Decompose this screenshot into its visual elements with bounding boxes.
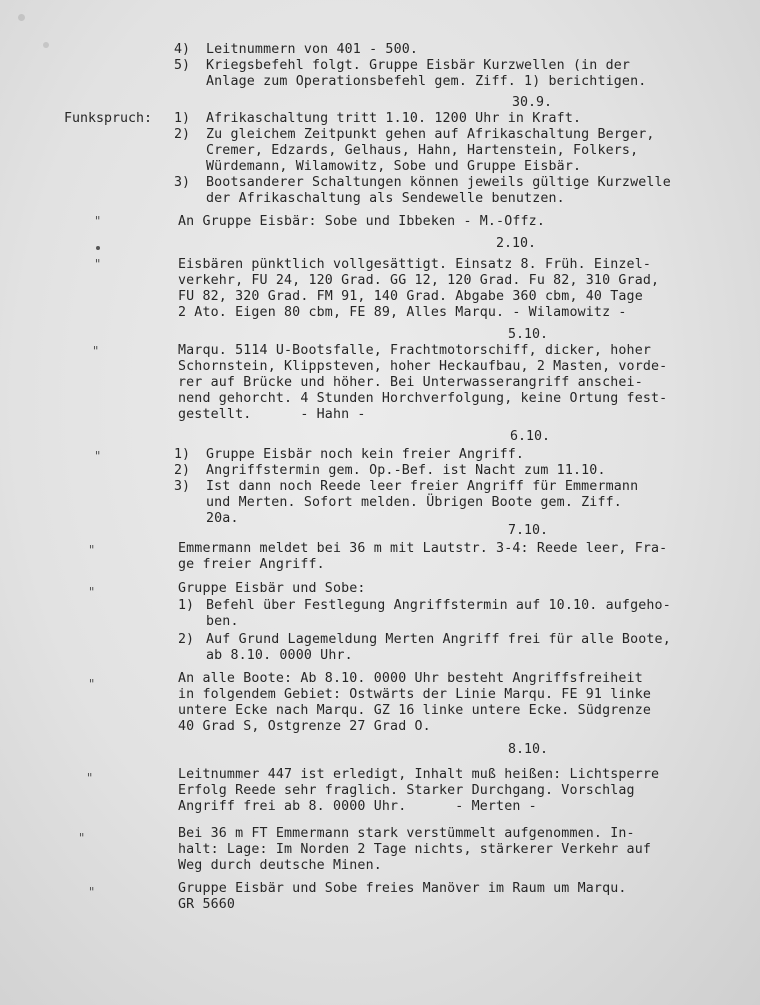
text-line: ab 8.10. 0000 Uhr.	[206, 648, 353, 663]
text-line: gestellt. - Hahn -	[178, 407, 366, 422]
text-line: Bei 36 m FT Emmermann stark verstümmelt aufgenommen. In-	[178, 826, 635, 841]
paper-blemish	[18, 14, 25, 21]
item-number: 2)	[174, 127, 191, 142]
text-line: Zu gleichem Zeitpunkt gehen auf Afrikaschaltung Berger,	[206, 127, 655, 142]
text-line: An Gruppe Eisbär: Sobe und Ibbeken - M.-Offz.	[178, 214, 545, 229]
text-line: ben.	[206, 614, 239, 629]
text-line: Angriffstermin gem. Op.-Bef. ist Nacht zum 11.10.	[206, 463, 606, 478]
ditto-mark: "	[86, 771, 94, 785]
text-line: Würdemann, Wilamowitz, Sobe und Gruppe Eisbär.	[206, 159, 582, 174]
text-line: Gruppe Eisbär und Sobe:	[178, 581, 366, 596]
text-line: FU 82, 320 Grad. FM 91, 140 Grad. Abgabe 360 cbm, 40 Tage	[178, 289, 643, 304]
date-heading: 5.10.	[508, 327, 549, 342]
text-line: verkehr, FU 24, 120 Grad. GG 12, 120 Grad. Fu 82, 310 Grad,	[178, 273, 660, 288]
ditto-mark: "	[94, 449, 102, 463]
text-line: rer auf Brücke und höher. Bei Unterwasserangriff anschei-	[178, 375, 643, 390]
date-heading: 6.10.	[510, 429, 551, 444]
text-line: der Afrikaschaltung als Sendewelle benutzen.	[206, 191, 565, 206]
text-line: 40 Grad S, Ostgrenze 27 Grad O.	[178, 719, 431, 734]
text-line: Erfolg Reede sehr fraglich. Starker Durchgang. Vorschlag	[178, 783, 635, 798]
item-number: 2)	[174, 463, 191, 478]
paper-blemish	[43, 42, 49, 48]
ditto-mark: "	[92, 344, 100, 358]
text-line: Angriff frei ab 8. 0000 Uhr. - Merten -	[178, 799, 537, 814]
text-line: Gruppe Eisbär und Sobe freies Manöver im Raum um Marqu.	[178, 881, 627, 896]
text-line: 20a.	[206, 511, 239, 526]
item-number: 1)	[178, 598, 195, 613]
item-number: 5)	[174, 58, 191, 73]
text-line: halt: Lage: Im Norden 2 Tage nichts, stärkerer Verkehr auf	[178, 842, 652, 857]
ditto-mark: "	[78, 831, 86, 845]
date-heading: 8.10.	[508, 742, 549, 757]
text-line: nend gehorcht. 4 Stunden Horchverfolgung, keine Ortung fest-	[178, 391, 668, 406]
ditto-mark: "	[88, 585, 96, 599]
ditto-mark: "	[88, 885, 96, 899]
text-line: Leitnummer 447 ist erledigt, Inhalt muß heißen: Lichtsperre	[178, 767, 660, 782]
ditto-mark: "	[88, 677, 96, 691]
text-line: Emmermann meldet bei 36 m mit Lautstr. 3-4: Reede leer, Fra-	[178, 541, 668, 556]
text-line: Weg durch deutsche Minen.	[178, 858, 382, 873]
text-line: Cremer, Edzards, Gelhaus, Hahn, Hartenstein, Folkers,	[206, 143, 639, 158]
margin-dot	[96, 246, 100, 250]
ditto-mark: "	[88, 543, 96, 557]
text-line: Ist dann noch Reede leer freier Angriff für Emmermann	[206, 479, 639, 494]
item-number: 3)	[174, 175, 191, 190]
ditto-mark: "	[94, 214, 102, 228]
item-number: 4)	[174, 42, 191, 57]
ditto-mark: "	[94, 257, 102, 271]
text-line: Schornstein, Klippsteven, hoher Heckaufbau, 2 Masten, vorde-	[178, 359, 668, 374]
text-line: und Merten. Sofort melden. Übrigen Boote gem. Ziff.	[206, 495, 622, 510]
text-line: Gruppe Eisbär noch kein freier Angriff.	[206, 447, 525, 462]
date-heading: 30.9.	[512, 95, 553, 110]
text-line: in folgendem Gebiet: Ostwärts der Linie Marqu. FE 91 linke	[178, 687, 652, 702]
funkspruch-label: Funkspruch:	[64, 111, 153, 126]
text-line: Marqu. 5114 U-Bootsfalle, Frachtmotorschiff, dicker, hoher	[178, 343, 652, 358]
date-heading: 7.10.	[508, 523, 549, 538]
text-line: 2 Ato. Eigen 80 cbm, FE 89, Alles Marqu. - Wilamowitz -	[178, 305, 627, 320]
text-line: An alle Boote: Ab 8.10. 0000 Uhr besteht Angriffsfreiheit	[178, 671, 643, 686]
text-line: Leitnummern von 401 - 500.	[206, 42, 419, 57]
text-line: Befehl über Festlegung Angriffstermin auf 10.10. aufgeho-	[206, 598, 671, 613]
text-line: untere Ecke nach Marqu. GZ 16 linke untere Ecke. Südgrenze	[178, 703, 652, 718]
text-line: Eisbären pünktlich vollgesättigt. Einsatz 8. Früh. Einzel-	[178, 257, 652, 272]
item-number: 1)	[174, 111, 191, 126]
text-line: Anlage zum Operationsbefehl gem. Ziff. 1) berichtigen.	[206, 74, 647, 89]
text-line: Kriegsbefehl folgt. Gruppe Eisbär Kurzwellen (in der	[206, 58, 631, 73]
text-line: GR 5660	[178, 897, 236, 912]
item-number: 1)	[174, 447, 191, 462]
text-line: Bootsanderer Schaltungen können jeweils gültige Kurzwelle	[206, 175, 671, 190]
text-line: ge freier Angriff.	[178, 557, 325, 572]
item-number: 3)	[174, 479, 191, 494]
item-number: 2)	[178, 632, 195, 647]
text-line: Auf Grund Lagemeldung Merten Angriff frei für alle Boote,	[206, 632, 671, 647]
text-line: Afrikaschaltung tritt 1.10. 1200 Uhr in Kraft.	[206, 111, 582, 126]
date-heading: 2.10.	[496, 236, 537, 251]
